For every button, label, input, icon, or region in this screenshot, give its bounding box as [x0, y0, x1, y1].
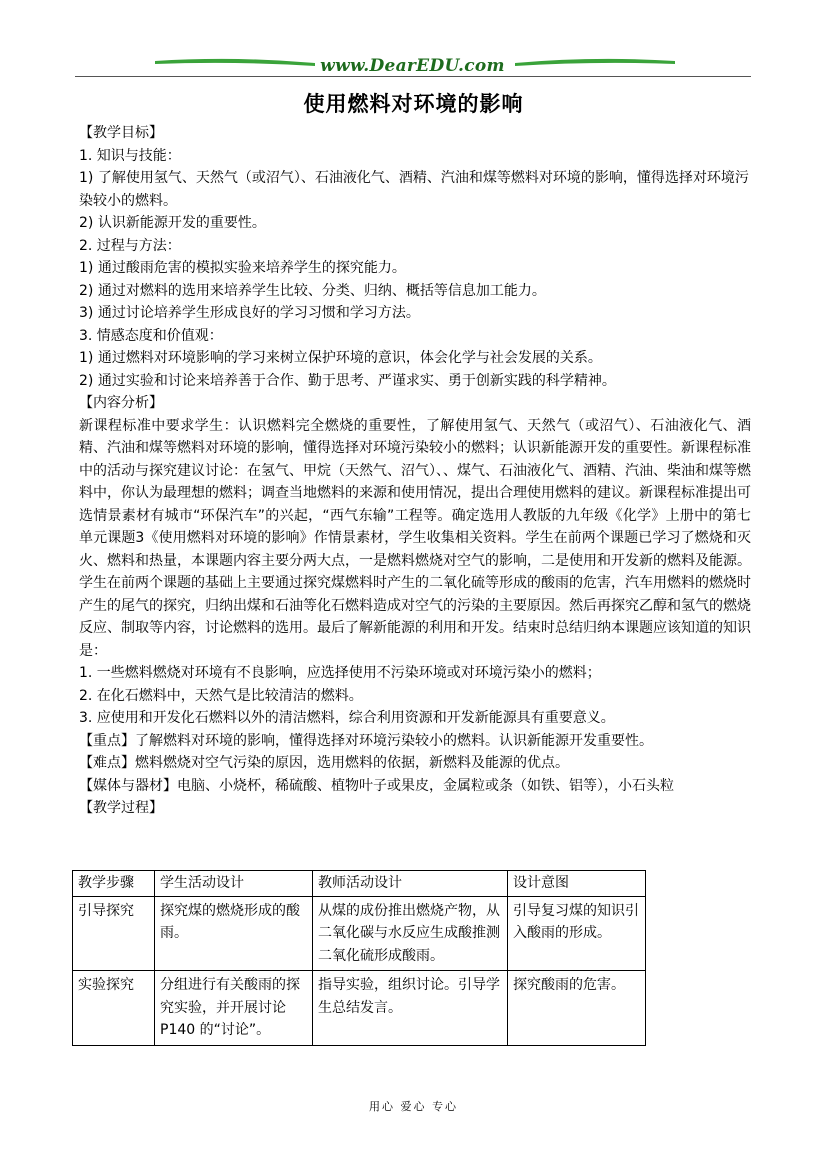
materials-label: 【媒体与器材】 [79, 777, 177, 794]
objective-line: 2) 认识新能源开发的重要性。 [79, 215, 266, 231]
table-cell: 分组进行有关酸雨的探究实验，并开展讨论 P140 的“讨论”。 [155, 971, 313, 1046]
analysis-paragraph: 新课程标准中要求学生：认识燃料完全燃烧的重要性，了解使用氢气、天然气（或沼气）、石油液化气、酒精、汽油和煤等燃料对环境的影响，懂得选择对环境污染较小的燃料；认识新能源开发的重要性。新课程标准中的活动与探究建议讨论：在氢气、甲烷（天然气、沼气）、、煤气、石油液化气、酒精、汽油、柴油和煤等燃料中，你认为最理想的燃料；调查当地燃料的来源和使用情况，提出合理使用燃料的建议。新课程标准提出可选情景素材有城市“环保汽车”的兴起，“西气东输”工程等。确定选用人教版的九年级《化学》上册中的第七单元课题3《使用燃料对环境的影响》作情景素材，学生收集相关资料。学生在前两个课题已学习了燃烧和灭火、燃料和热量，本课题内容主要分两大点，一是燃料燃烧对空气的影响，二是使用和开发新的燃料及能源。学生在前两个课题的基础上主要通过探究煤燃料时产生的二氧化硫等形成的酸雨的危害，汽车用燃料的燃烧时产生的尾气的探究，归纳出煤和石油等化石燃料造成对空气的污染的主要原因。然后再探究乙醇和氢气的燃烧反应、制取等内容，讨论燃料的选用。最后了解新能源的利用和开发。结束时总结归纳本课题应该知道的知识是： [79, 417, 751, 659]
materials-text: 电脑、小烧杯，稀硫酸、植物叶子或果皮，金属粒或条（如铁、铝等），小石头粒 [177, 777, 674, 794]
objectives-heading: 【教学目标】 [79, 125, 163, 141]
objective-line: 2) 通过实验和讨论来培养善于合作、勤于思考、严谨求实、勇于创新实践的科学精神。 [79, 372, 616, 389]
analysis-point: 1. 一些燃料燃烧对环境有不良影响，应选择使用不污染环境或对环境污染小的燃料； [79, 665, 601, 681]
table-cell: 指导实验，组织讨论。引导学生总结发言。 [313, 971, 508, 1046]
header-divider [75, 76, 751, 77]
process-heading: 【教学过程】 [79, 800, 163, 816]
key-point-label: 【重点】 [79, 732, 135, 749]
key-point-text: 了解燃料对环境的影响，懂得选择对环境污染较小的燃料。认识新能源开发重要性。 [135, 732, 653, 749]
teaching-process-table [72, 870, 646, 1046]
table-row [73, 896, 646, 971]
page-title: 使用燃料对环境的影响 [303, 92, 524, 116]
table-cell: 引导复习煤的知识引入酸雨的形成。 [508, 896, 646, 971]
materials [79, 775, 751, 798]
objective-line: 3. 情感态度和价值观： [79, 327, 223, 344]
analysis-heading: 【内容分析】 [79, 395, 163, 411]
site-logo[interactable]: www.DearEDU.com [320, 56, 505, 76]
objective-line: 1) 通过燃料对环境影响的学习来树立保护环境的意识，体会化学与社会发展的关系。 [79, 350, 602, 366]
objective-line: 1) 通过酸雨危害的模拟实验来培养学生的探究能力。 [79, 260, 406, 276]
table-cell: 探究煤的燃烧形成的酸雨。 [155, 896, 313, 971]
column-header: 教学步骤 [73, 871, 155, 897]
table-row [73, 971, 646, 1046]
objective-line: 3) 通过讨论培养学生形成良好的学习习惯和学习方法。 [79, 305, 420, 321]
document-body [79, 122, 751, 820]
table-cell: 实验探究 [73, 971, 155, 1046]
objective-line: 1. 知识与技能： [79, 147, 181, 164]
difficulty [79, 752, 751, 775]
page-footer: 用心 爱心 专心 [369, 1100, 458, 1113]
table-header-row [73, 871, 646, 897]
column-header: 设计意图 [508, 871, 646, 897]
difficulty-text: 燃料燃烧对空气污染的原因，选用燃料的依据，新燃料及能源的优点。 [135, 755, 569, 771]
analysis-point: 2. 在化石燃料中，天然气是比较清洁的燃料。 [79, 687, 363, 704]
column-header: 教师活动设计 [313, 871, 508, 897]
objective-line: 2) 通过对燃料的选用来培养学生比较、分类、归纳、概括等信息加工能力。 [79, 282, 546, 299]
table-cell: 探究酸雨的危害。 [508, 971, 646, 1046]
objective-line: 2. 过程与方法： [79, 237, 181, 254]
difficulty-label: 【难点】 [79, 755, 135, 771]
table-cell: 引导探究 [73, 896, 155, 971]
analysis-point: 3. 应使用和开发化石燃料以外的清洁燃料，综合利用资源和开发新能源具有重要意义。 [79, 710, 615, 726]
column-header: 学生活动设计 [155, 871, 313, 897]
table-cell: 从煤的成份推出燃烧产物，从二氧化碳与水反应生成酸推测二氧化硫形成酸雨。 [313, 896, 508, 971]
objective-line: 1) 了解使用氢气、天然气（或沼气）、石油液化气、酒精、汽油和煤等燃料对环境的影响，懂得选择对环境污染较小的燃料。 [79, 170, 749, 209]
key-point [79, 730, 751, 753]
